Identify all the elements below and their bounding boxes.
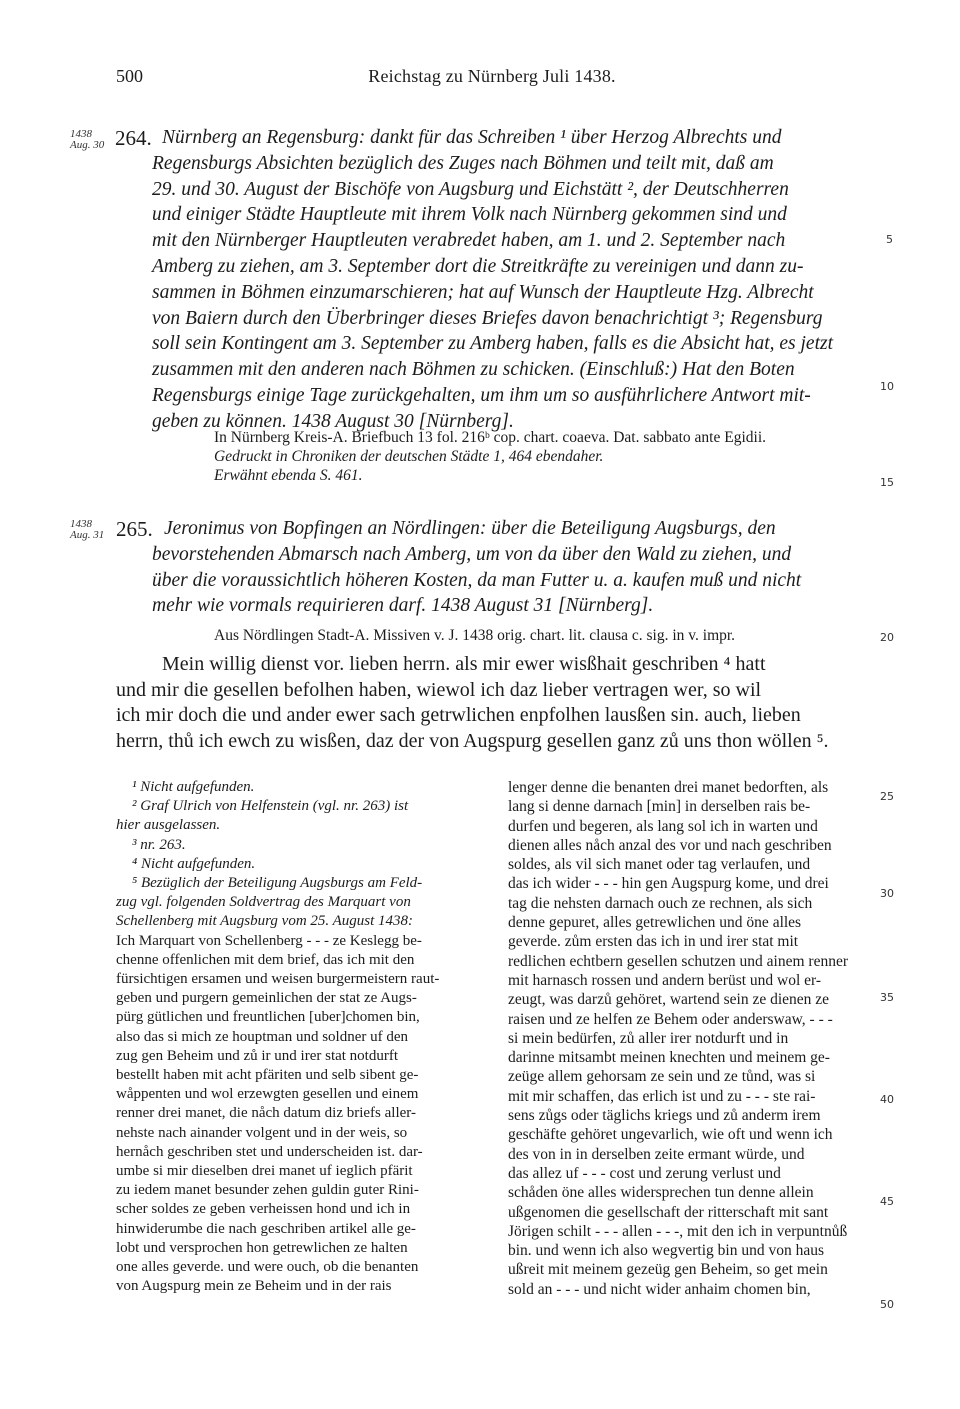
running-title: Reichstag zu Nürnberg Juli 1438. bbox=[368, 66, 616, 86]
footnote-5-line: redlichen echtbern gesellen schutzen und ainem renner bbox=[508, 952, 848, 970]
margin-date-264 bbox=[70, 129, 104, 151]
footnote-5-line: lang si denne darnach [min] in derselben rais be- bbox=[508, 798, 811, 816]
footnote-5-line: zeüge allem gehorsam ze sein und ze tůnd, was si bbox=[508, 1068, 816, 1086]
running-header bbox=[0, 66, 960, 90]
document-text-265 bbox=[116, 652, 876, 754]
footnote-5-line: hernåch geschriben stet und underscheiden ist. dar- bbox=[116, 1143, 423, 1160]
footnote-5-line: ußgenomen die gesellschaft der ritterschaft mit sant bbox=[508, 1203, 829, 1221]
footnote-5-line: darinne mitsambt meinen knechten und meinem ge- bbox=[508, 1049, 830, 1067]
footnote-5-line: schåden öne alles widersprechen tun denne allein bbox=[508, 1184, 814, 1202]
margin-day: Aug. 30 bbox=[70, 139, 105, 151]
regest-line: zusammen mit den anderen nach Böhmen zu schicken. (Einschluß:) Hat den Boten bbox=[152, 359, 795, 381]
line-number: 15 bbox=[880, 476, 894, 489]
footnote-3: ³ nr. 263. bbox=[132, 836, 186, 853]
footnote-5-line: des von in in derselben zeite ermant würde, und bbox=[508, 1145, 805, 1163]
text-line: herrn, thů ich ewch zu wisßen, daz der von Augspurg gesellen ganz zů uns thon wöllen ⁵. bbox=[116, 729, 829, 752]
footnote-5-line: fürsichtigen ersamen und weisen burgermeistern raut- bbox=[116, 971, 440, 988]
regest-line: mehr wie vormals requirieren darf. 1438 August 31 [Nürnberg]. bbox=[152, 595, 654, 617]
footnote-5-line: geschäfte gehöret ungevarlich, wie oft und wenn ich bbox=[508, 1126, 833, 1144]
regest-line: soll sein Kontingent am 3. September zu Amberg haben, falls es die Absicht hat, es jetzt bbox=[152, 333, 833, 355]
margin-date-265 bbox=[70, 519, 104, 541]
footnote-5-line: mit mir schaffen, das erlich ist und zu - - - ste rai- bbox=[508, 1087, 816, 1105]
footnote-5-line: von Augspurg mein ze Beheim und in der rais bbox=[116, 1278, 392, 1295]
regest-line: Jeronimus von Bopfingen an Nördlingen: über die Beteiligung Augsburgs, den bbox=[164, 518, 776, 539]
regest-line: über die voraussichtlich höheren Kosten, da man Futter u. a. kaufen muß und nicht bbox=[152, 569, 802, 591]
footnotes-left-column bbox=[116, 778, 486, 1296]
footnote-5-line: bin. und wenn ich also wegvertig bin und von haus bbox=[508, 1242, 824, 1260]
footnote-5: ⁵ Bezüglich der Beteiligung Augsburgs am Feld- bbox=[132, 875, 423, 892]
line-number: 35 bbox=[880, 991, 894, 1004]
text-line: und mir die gesellen befolhen haben, wiewol ich daz lieber vertragen wer, so wil bbox=[116, 678, 762, 701]
footnote-5-line: zu iedem manet besunder zehen guldin guter Rini- bbox=[116, 1182, 419, 1199]
page-number: 500 bbox=[116, 66, 143, 86]
regest-line: von Baiern durch den Überbringer dieses Briefes davon benachrichtigt ³; Regensburg bbox=[152, 307, 823, 329]
regest-line: Regensburgs Absichten bezüglich des Zuges nach Böhmen und teilt mit, daß am bbox=[152, 152, 774, 174]
footnote-5-line: Schellenberg mit Augsburg vom 25. August 1438: bbox=[116, 913, 414, 930]
line-number: 10 bbox=[880, 380, 894, 393]
regest-265 bbox=[152, 516, 874, 619]
regest-line: sammen in Böhmen einzumarschieren; hat auf Wunsch der Hauptleute Hzg. Albrecht bbox=[152, 281, 814, 303]
footnote-5-line: umbe si mir dieselben drei manet uf ieglich pfärit bbox=[116, 1163, 413, 1180]
footnote-5-line: denne gepuret, alles getrewlichen und öne alles bbox=[508, 914, 802, 932]
footnote-5-line: hinwiderumbe die nach geschriben artikel alle ge- bbox=[116, 1220, 416, 1237]
footnote-5-line: nehste nach ainander volgent und in der weis, so bbox=[116, 1124, 408, 1141]
footnote-5-line: raisen und ze helfen ze Behem oder anderswaw, - - - bbox=[508, 1010, 833, 1028]
footnote-5-line: pürg gütlichen und freuntlichen [uber]chomen bin, bbox=[116, 1009, 420, 1026]
regest-line: Nürnberg an Regensburg: dankt für das Schreiben ¹ über Herzog Albrechts und bbox=[162, 127, 782, 148]
footnote-5-line: zug gen Beheim und zů ir und irer stat notdurft bbox=[116, 1047, 399, 1064]
text-line: Mein willig dienst vor. lieben herrn. als mir ewer wisßhait geschriben ⁴ hatt bbox=[162, 653, 766, 675]
footnote-5-line: renner drei manet, die nåch datum diz briefs aller- bbox=[116, 1105, 416, 1122]
regest-line: mit den Nürnberger Hauptleuten verabredet haben, am 1. und 2. September nach bbox=[152, 230, 786, 252]
footnote-5-line: scher soldes ze geben verheissen hond und ich in bbox=[116, 1201, 411, 1218]
line-number: 20 bbox=[880, 631, 894, 644]
footnote-2-cont: hier ausgelassen. bbox=[116, 817, 221, 834]
line-number: 45 bbox=[880, 1195, 894, 1208]
regest-line: und einiger Städte Hauptleute mit ihrem Volk nach Nürnberg gekommen sind und bbox=[152, 204, 787, 226]
footnote-5-line: mit harnasch rossen und andern berüst und wol er- bbox=[508, 971, 822, 989]
entry-number-264: 264. bbox=[115, 126, 152, 150]
footnote-5-line: wåppenten und wol erzewgten gesellen und einem bbox=[116, 1086, 419, 1103]
source-note-265: Aus Nördlingen Stadt-A. Missiven v. J. 1438 orig. chart. lit. clausa c. sig. in v. impr. bbox=[214, 627, 736, 644]
line-number: 5 bbox=[886, 233, 893, 246]
line-number: 25 bbox=[880, 790, 894, 803]
footnote-5-line: geben und purgern gemeinlichen der stat ze Augs- bbox=[116, 990, 417, 1007]
footnote-5-line: soldes, als vil sich manet oder tag verlaufen, und bbox=[508, 856, 811, 874]
regest-line: bevorstehenden Abmarsch nach Amberg, um von da über den Wald zu ziehen, und bbox=[152, 543, 792, 565]
footnote-5-line: Ich Marquart von Schellenberg - - - ze Keslegg be- bbox=[116, 932, 422, 949]
line-number: 40 bbox=[880, 1093, 894, 1106]
footnote-5-line: dienen alles nåch anzal des vor und nach geschriben bbox=[508, 836, 832, 854]
footnote-5-line: tag die nehsten darnach ouch ze rechnen, als sich bbox=[508, 894, 813, 912]
footnote-5-line: durfen und begeren, als lang sol ich in warten und bbox=[508, 817, 818, 835]
entry-number-265: 265. bbox=[116, 517, 153, 541]
footnote-5-line: geverde. zům ersten das ich in und irer stat mit bbox=[508, 933, 799, 951]
source-line: Gedruckt in Chroniken der deutschen Städte 1, 464 ebendaher. bbox=[214, 448, 604, 465]
margin-year: 1438 bbox=[70, 128, 92, 140]
text-line: ich mir doch die und ander ewer sach getrwlichen enpfolhen lausßen sin. auch, lieben bbox=[116, 704, 801, 726]
footnote-1: ¹ Nicht aufgefunden. bbox=[132, 779, 255, 795]
regest-line: Amberg zu ziehen, am 3. September dort die Streitkräfte zu vereinigen und dann zu- bbox=[152, 255, 804, 277]
footnote-5-line: das allez uf - - - cost und zerung verlust und bbox=[508, 1164, 781, 1182]
footnotes-right-column bbox=[508, 778, 878, 1299]
line-number: 50 bbox=[880, 1298, 894, 1311]
source-line: In Nürnberg Kreis-A. Briefbuch 13 fol. 216ᵇ cop. chart. coaeva. Dat. sabbato ante Egidii. bbox=[214, 429, 767, 446]
footnote-5-line: zug vgl. folgenden Soldvertrag des Marquart von bbox=[116, 894, 411, 911]
footnote-5-line: sold an - - - und nicht wider anhaim chomen bin, bbox=[508, 1280, 811, 1298]
source-note-264 bbox=[214, 428, 874, 485]
footnote-4: ⁴ Nicht aufgefunden. bbox=[132, 855, 256, 872]
footnote-2: ² Graf Ulrich von Helfenstein (vgl. nr. 263) ist bbox=[132, 798, 409, 815]
footnote-5-line: ußreit mit meinem gezeüg gen Beheim, so get mein bbox=[508, 1261, 828, 1279]
footnote-5-line: lenger denne die benanten drei manet bedorften, als bbox=[508, 779, 829, 796]
margin-day: Aug. 31 bbox=[70, 529, 105, 541]
line-number: 30 bbox=[880, 887, 894, 900]
regest-line: 29. und 30. August der Bischöfe von Augsburg und Eichstätt ², der Deutschherren bbox=[152, 178, 789, 200]
regest-line: Regensburgs einige Tage zurückgehalten, um ihm um so ausführlichere Antwort mit- bbox=[152, 384, 811, 406]
source-line: Erwähnt ebenda S. 461. bbox=[214, 467, 363, 484]
footnote-5-line: lobt und versprochen hon getrewlichen ze halten bbox=[116, 1239, 408, 1256]
footnote-5-line: si mein bedürfen, zů aller irer notdurft und in bbox=[508, 1029, 789, 1047]
regest-264 bbox=[152, 125, 874, 435]
footnote-5-line: also das si mich ze houptman und soldner uf den bbox=[116, 1028, 409, 1045]
footnote-5-line: bestellt haben mit acht pfäriten und selb sibent ge- bbox=[116, 1067, 419, 1084]
footnote-5-line: das ich wider - - - hin gen Augspurg kome, und drei bbox=[508, 875, 829, 893]
footnote-5-line: sens zůgs oder täglichs kriegs und zů anderm irem bbox=[508, 1107, 821, 1125]
footnote-5-line: Jörigen schilt - - - allen - - -, mit den ich in verpuntnůß bbox=[508, 1222, 848, 1240]
footnote-5-line: one alles geverde. und were ouch, ob die benanten bbox=[116, 1259, 419, 1276]
footnote-5-line: chenne offenlichen mit dem brief, das ich mit den bbox=[116, 951, 415, 968]
footnote-5-line: zeugt, was darzů gehöret, wartend sein ze dienen ze bbox=[508, 991, 830, 1009]
margin-year: 1438 bbox=[70, 518, 92, 530]
regest-line: geben zu können. 1438 August 30 [Nürnberg]. bbox=[152, 410, 514, 432]
